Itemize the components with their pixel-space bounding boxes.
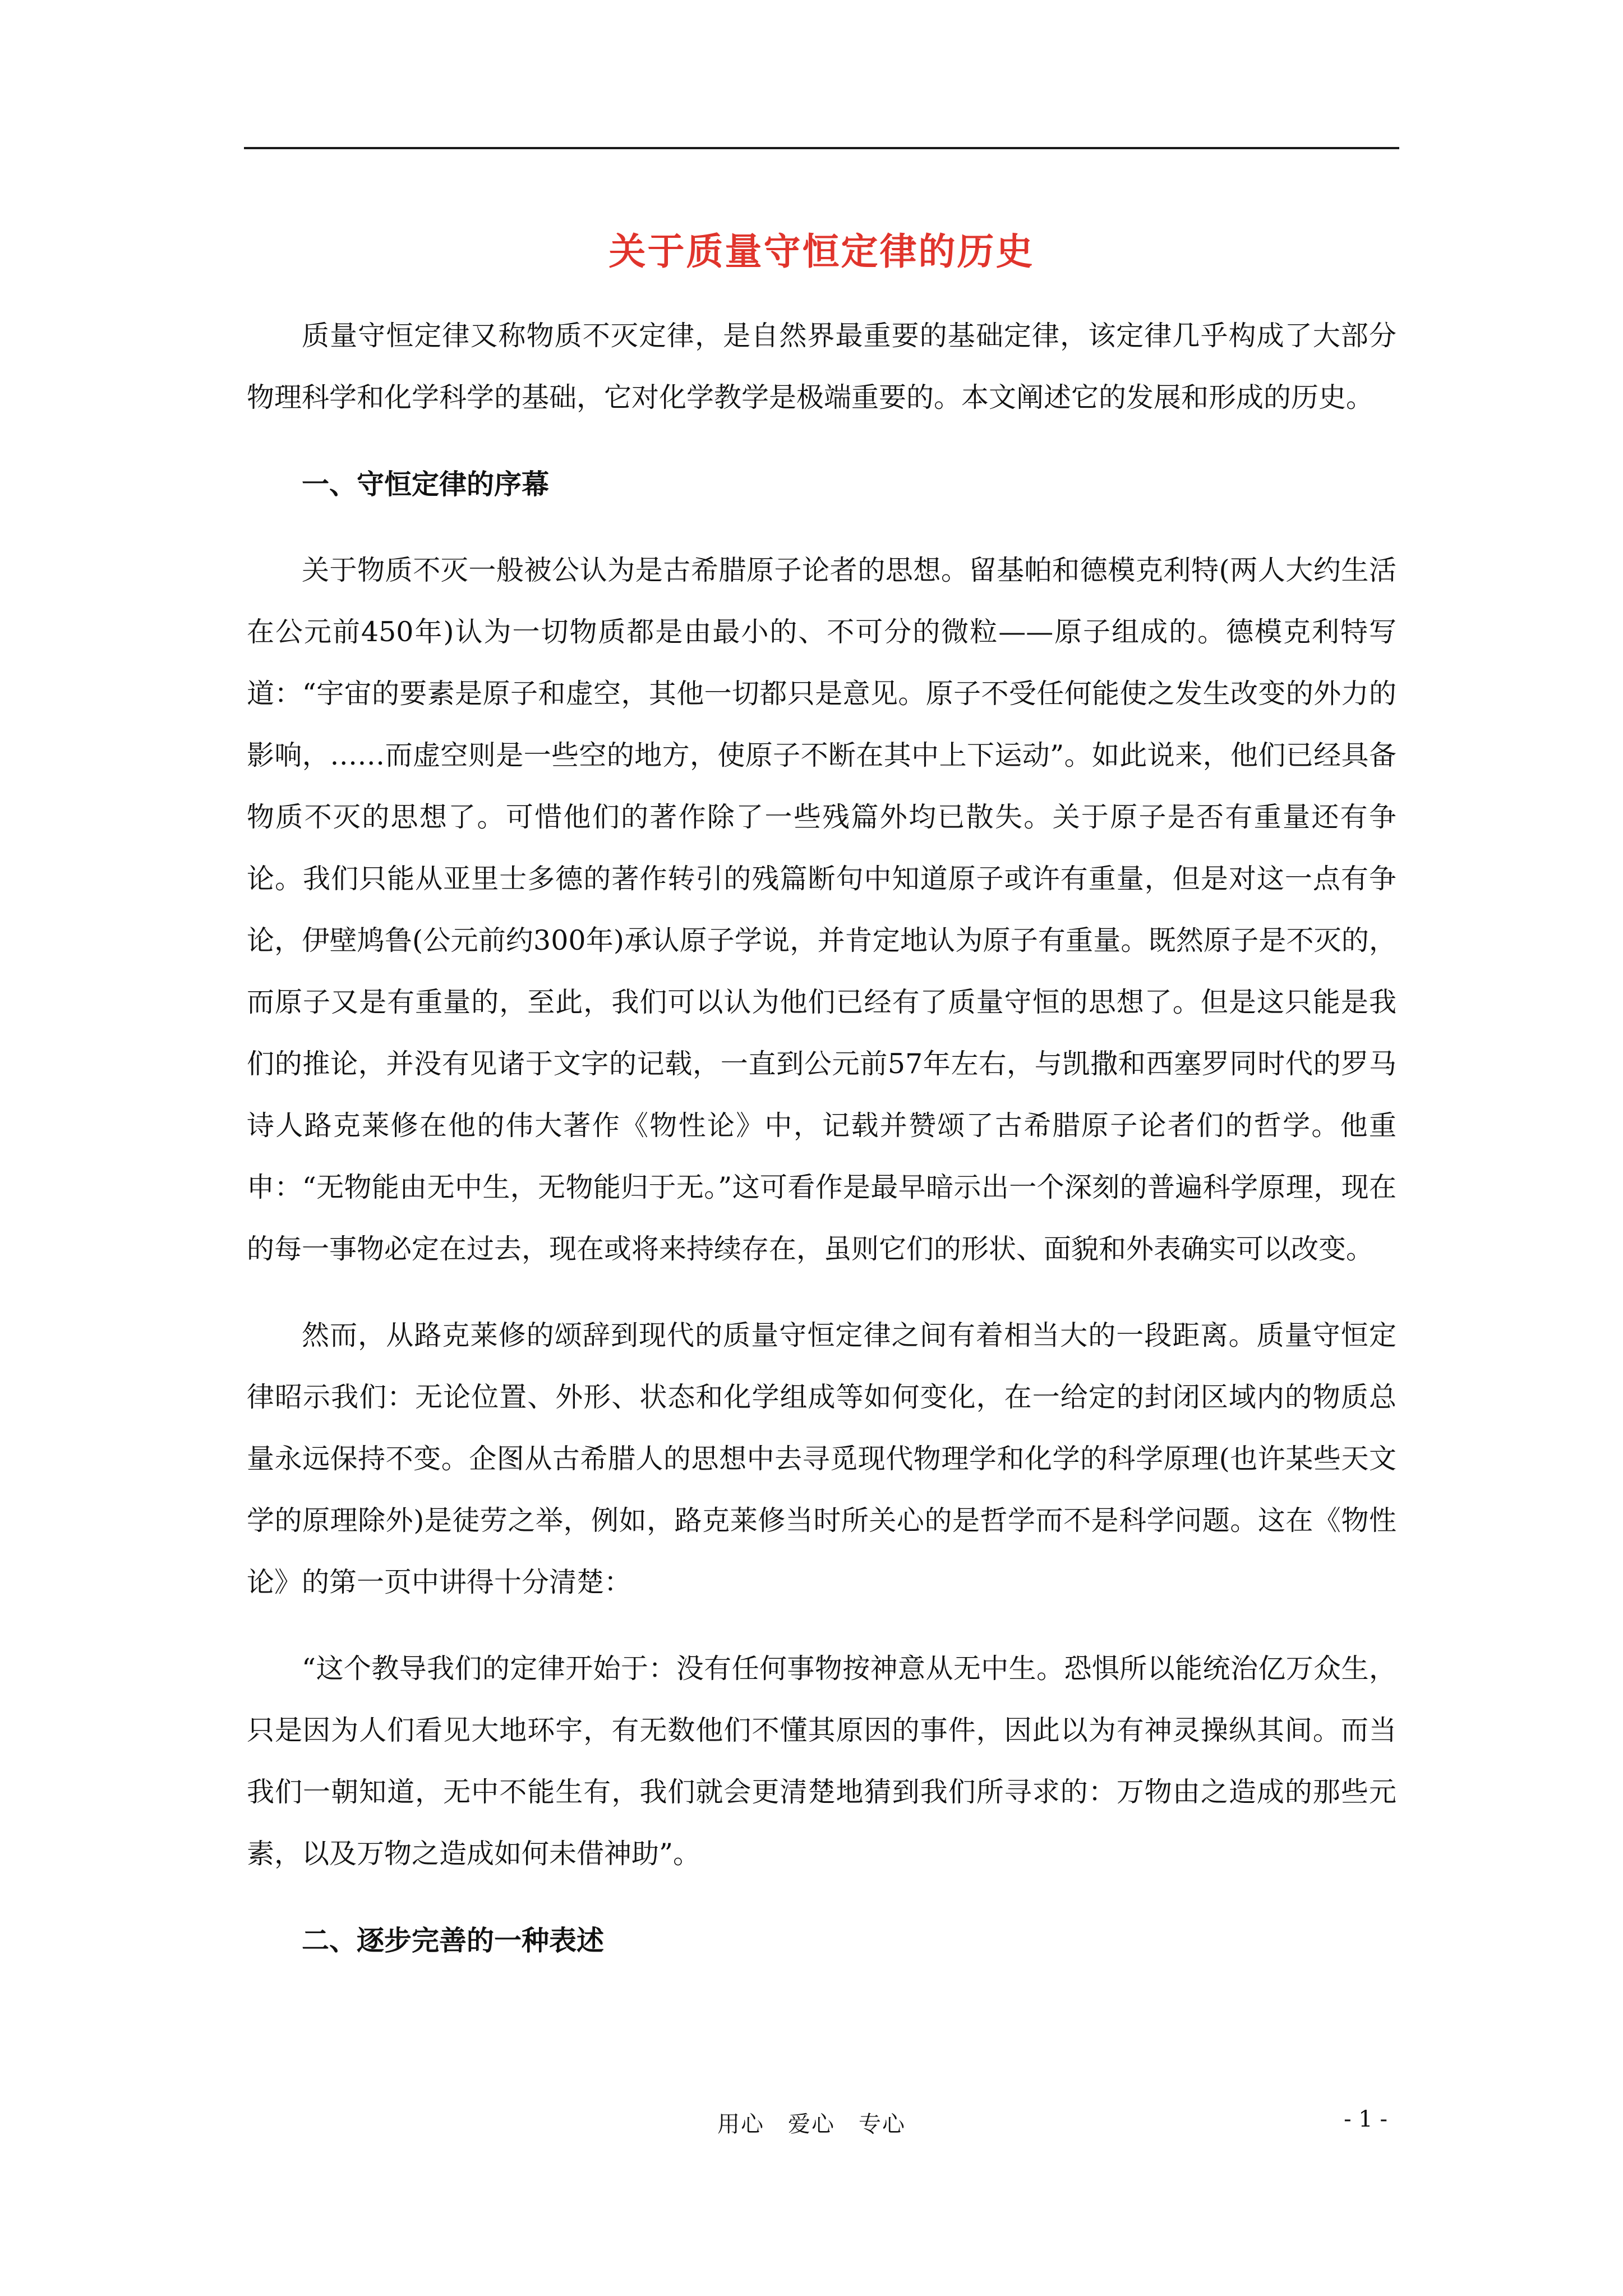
section1-paragraph-1: 关于物质不灭一般被公认为是古希腊原子论者的思想。留基帕和德模克利特(两人大约生活在公元前450年)认为一切物质都是由最小的、不可分的微粒——原子组成的。德模克利特写道：“宇宙的要素是原子和虚空，其他一切都只是意见。原子不受任何能使之发生改变的外力的影响，……而虚空则是一些空的地方，使原子不断在其中上下运动”。如此说来，他们已经具备物质不灭的思想了。可惜他们的著作除了一些残篇外均已散失。关于原子是否有重量还有争论。我们只能从亚里士多德的著作转引的残篇断句中知道原子或许有重量，但是对这一点有争论，伊壁鸠鲁(公元前约300年)承认原子学说，并肯定地认为原子有重量。既然原子是不灭的，而原子又是有重量的，至此，我们可以认为他们已经有了质量守恒的思想了。但是这只能是我们的推论，并没有见诸于文字的记载，一直到公元前57年左右，与凯撒和西塞罗同时代的罗马诗人路克莱修在他的伟大著作《物性论》中，记载并赞颂了古希腊原子论者们的哲学。他重申：“无物能由无中生，无物能归于无。”这可看作是最早暗示出一个深刻的普遍科学原理，现在的每一事物必定在过去，现在或将来持续存在，虽则它们的形状、面貌和外表确实可以改变。 — [247, 554, 1396, 1265]
page-footer — [0, 2106, 1623, 2146]
section1-paragraph-2: 然而，从路克莱修的颂辞到现代的质量守恒定律之间有着相当大的一段距离。质量守恒定律昭示我们：无论位置、外形、状态和化学组成等如何变化，在一给定的封闭区域内的物质总量永远保持不变。企图从古希腊人的思想中去寻觅现代物理学和化学的科学原理(也许某些天文学的原理除外)是徒劳之举，例如，路克莱修当时所关心的是哲学而不是科学问题。这在《物性论》的第一页中讲得十分清楚： — [247, 1319, 1396, 1598]
section-heading-2: 二、逐步完善的一种表述 — [302, 1924, 605, 1957]
document-title: 关于质量守恒定律的历史 — [608, 229, 1035, 273]
header-rule — [244, 147, 1399, 149]
document-body — [247, 224, 1396, 1971]
intro-paragraph: 质量守恒定律又称物质不灭定律，是自然界最重要的基础定律，该定律几乎构成了大部分物理科学和化学科学的基础，它对化学教学是极端重要的。本文阐述它的发展和形成的历史。 — [247, 320, 1396, 413]
quote-paragraph: “这个教导我们的定律开始于：没有任何事物按神意从无中生。恐惧所以能统治亿万众生，只是因为人们看见大地环宇，有无数他们不懂其原因的事件，因此以为有神灵操纵其间。而当我们一朝知道，无中不能生有，我们就会更清楚地猜到我们所寻求的：万物由之造成的那些元素，以及万物之造成如何未借神助”。 — [247, 1653, 1396, 1870]
section-heading-1: 一、守恒定律的序幕 — [302, 468, 550, 500]
page-number: - 1 - — [1344, 2106, 1387, 2132]
footer-slogan: 用心 爱心 专心 — [717, 2111, 906, 2137]
